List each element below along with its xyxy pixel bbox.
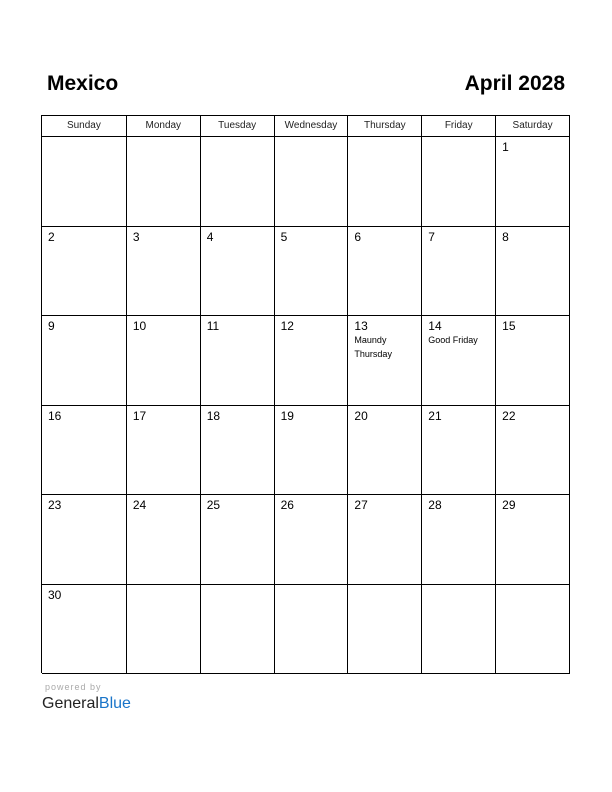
day-cell	[127, 495, 201, 585]
day-number: 24	[132, 498, 147, 512]
day-cell	[42, 137, 127, 227]
day-cell	[348, 406, 422, 496]
day-number: 6	[354, 229, 362, 244]
day-cell	[422, 585, 496, 675]
day-cell	[42, 406, 127, 496]
day-cell	[275, 406, 349, 496]
day-cell	[422, 406, 496, 496]
day-cell	[42, 585, 127, 675]
day-number: 4	[206, 229, 214, 244]
day-cell	[348, 495, 422, 585]
week-row	[42, 495, 570, 585]
day-cell	[42, 227, 127, 317]
week-row	[42, 406, 570, 496]
day-cell	[348, 227, 422, 317]
day-number: 17	[132, 408, 147, 423]
day-number: 10	[132, 319, 147, 333]
day-cell	[496, 227, 570, 317]
day-number: 15	[502, 319, 516, 333]
day-number: 14	[428, 319, 442, 333]
day-cell	[422, 227, 496, 317]
day-number: 12	[280, 319, 294, 333]
day-cell	[275, 495, 349, 585]
weekday-header: Thursday	[348, 116, 422, 137]
day-cell	[201, 585, 275, 675]
day-cell	[496, 316, 570, 406]
weekday-header: Monday	[127, 116, 201, 137]
day-number: 21	[428, 408, 442, 423]
week-row	[42, 585, 570, 675]
day-number: 20	[354, 408, 368, 423]
weekday-header: Tuesday	[201, 116, 275, 137]
weekday-header-row	[42, 116, 570, 137]
day-cell	[201, 316, 275, 406]
day-number: 2	[48, 229, 55, 244]
day-cell	[201, 495, 275, 585]
day-cell	[422, 495, 496, 585]
weekday-header: Friday	[422, 116, 496, 137]
holiday-label: Maundy Thursday	[354, 335, 392, 359]
day-number: 25	[206, 498, 221, 512]
month-title: April 2028	[464, 72, 565, 95]
day-number: 26	[280, 498, 294, 512]
brand-general-text: General	[42, 695, 99, 712]
day-cell	[348, 585, 422, 675]
day-cell	[275, 227, 349, 317]
day-cell	[42, 495, 127, 585]
day-number: 3	[132, 229, 140, 244]
day-cell	[275, 137, 349, 227]
day-number: 1	[502, 140, 509, 154]
brand-blue-text: Blue	[98, 695, 131, 712]
day-number: 18	[206, 408, 221, 423]
day-cell	[422, 316, 496, 406]
week-row	[42, 137, 570, 227]
week-row	[42, 227, 570, 317]
weekday-header: Sunday	[42, 116, 127, 137]
day-cell	[201, 406, 275, 496]
day-cell	[127, 585, 201, 675]
day-number: 16	[48, 408, 62, 423]
day-number: 11	[206, 319, 220, 333]
day-number: 13	[354, 319, 368, 333]
day-cell	[496, 585, 570, 675]
day-number: 7	[428, 229, 435, 244]
day-cell	[201, 137, 275, 227]
day-cell	[127, 316, 201, 406]
day-cell	[127, 227, 201, 317]
day-cell	[127, 137, 201, 227]
day-cell	[348, 137, 422, 227]
day-cell	[127, 406, 201, 496]
day-number: 22	[502, 408, 516, 423]
powered-by-text: powered by	[45, 682, 102, 692]
day-number: 23	[48, 498, 62, 512]
generalblue-logo	[42, 694, 131, 714]
weekday-header: Saturday	[496, 116, 570, 137]
day-cell	[275, 316, 349, 406]
day-cell	[348, 316, 422, 406]
calendar-grid	[41, 115, 570, 673]
day-cell	[496, 495, 570, 585]
day-number: 28	[428, 498, 442, 512]
day-number: 9	[48, 319, 55, 333]
day-cell	[201, 227, 275, 317]
day-number: 27	[354, 498, 368, 512]
day-cell	[422, 137, 496, 227]
day-number: 30	[48, 587, 62, 602]
day-number: 5	[280, 229, 288, 244]
weeks-container	[42, 137, 570, 674]
day-number: 8	[502, 229, 509, 244]
day-cell	[275, 585, 349, 675]
weekday-header: Wednesday	[275, 116, 349, 137]
country-title: Mexico	[47, 72, 119, 95]
day-cell	[496, 406, 570, 496]
week-row	[42, 316, 570, 406]
day-number: 19	[280, 408, 294, 423]
day-cell	[42, 316, 127, 406]
day-number: 29	[502, 498, 516, 512]
day-cell	[496, 137, 570, 227]
holiday-label: Good Friday	[428, 335, 478, 345]
